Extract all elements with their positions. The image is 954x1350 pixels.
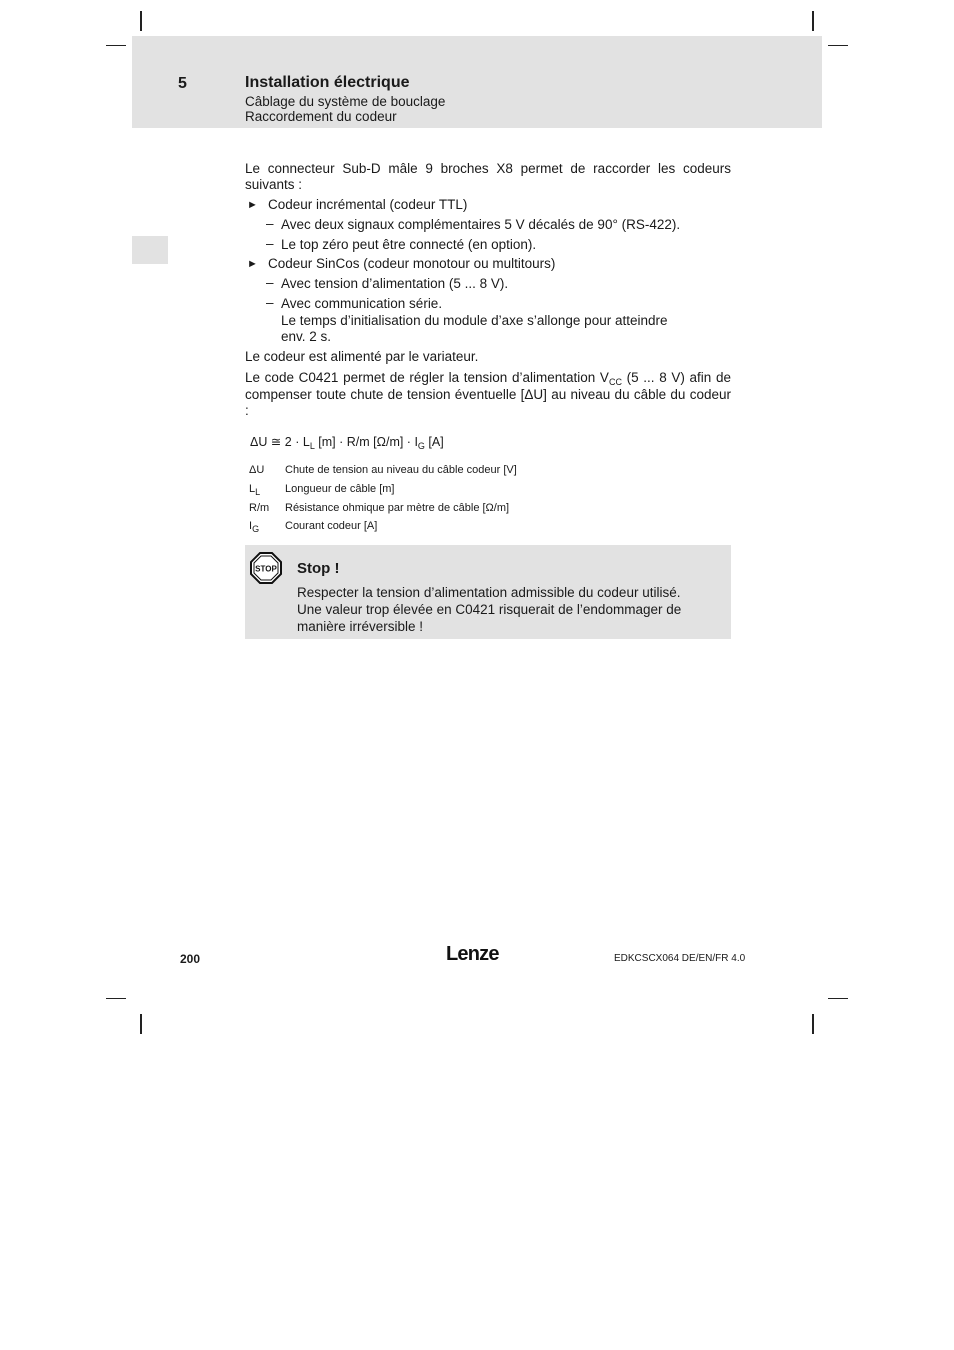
crop-mark	[812, 1014, 814, 1034]
header-band	[132, 36, 822, 128]
stop-text-line: manière irréversible !	[297, 619, 424, 634]
crop-mark	[106, 998, 126, 999]
list-item: Codeur incrémental (codeur TTL)	[268, 197, 468, 212]
list-subitem: Avec tension d’alimentation (5 ... 8 V).	[281, 276, 509, 291]
crop-mark	[140, 11, 142, 31]
legend-description: Résistance ohmique par mètre de câble [Ω/m]	[285, 502, 510, 514]
bullet-arrow-icon: ►	[247, 199, 258, 211]
legend-symbol: $L_L$	[249, 483, 261, 497]
page-number: 200	[180, 952, 201, 966]
list-item: Codeur SinCos (codeur monotour ou multitours)	[268, 256, 556, 271]
bullet-arrow-icon: ►	[247, 258, 258, 270]
legend-symbol: $I_G$	[249, 520, 260, 534]
crop-mark	[828, 998, 848, 999]
legend-description: Courant codeur [A]	[285, 520, 378, 532]
dash-marker: –	[266, 236, 274, 251]
legend-symbol: R/m	[249, 502, 270, 514]
list-subitem-continuation: env. 2 s.	[281, 329, 332, 344]
crop-mark	[812, 11, 814, 31]
intro-paragraph: Le connecteur Sub-D mâle 9 broches X8 permet de raccorder les codeurs suivants :	[245, 161, 731, 192]
stop-text-line: Une valeur trop élevée en C0421 risquerait de l’endommager de	[297, 602, 682, 617]
side-tab	[132, 236, 168, 264]
code-paragraph: Le code C0421 permet de régler la tension d’alimentation $V_{CC}$ (5 ... 8 V) afin de compenser toute chute de tension éventuelle [ΔU] au niveau du câble du codeur :	[245, 370, 731, 418]
crop-mark	[828, 45, 848, 46]
chapter-number: 5	[178, 75, 187, 92]
list-subitem: Avec communication série.	[281, 296, 443, 311]
stop-sign-label: STOP	[255, 564, 277, 574]
stop-sign-icon	[250, 552, 282, 584]
chapter-title: Installation électrique	[245, 74, 410, 91]
crop-mark	[140, 1014, 142, 1034]
document-id: EDKCSCX064 DE/EN/FR 4.0	[614, 953, 746, 964]
legend-symbol: ΔU	[249, 464, 265, 476]
section-subtitle: Raccordement du codeur	[245, 109, 397, 124]
dash-marker: –	[266, 216, 274, 231]
section-subtitle: Câblage du système de bouclage	[245, 94, 446, 109]
legend-description: Longueur de câble [m]	[285, 483, 395, 495]
list-subitem: Le top zéro peut être connecté (en option).	[281, 237, 537, 252]
stop-title: Stop !	[297, 560, 340, 577]
list-subitem: Avec deux signaux complémentaires 5 V décalés de 90° (RS-422).	[281, 217, 681, 232]
dash-marker: –	[266, 295, 274, 310]
stop-text-line: Respecter la tension d’alimentation admissible du codeur utilisé.	[297, 585, 681, 600]
list-subitem-continuation: Le temps d’initialisation du module d’axe s’allonge pour atteindre	[281, 313, 668, 328]
dash-marker: –	[266, 275, 274, 290]
supply-paragraph: Le codeur est alimenté par le variateur.	[245, 349, 479, 364]
lenze-logo: Lenze	[446, 943, 499, 965]
voltage-drop-formula: ΔU ≅ $2 \cdot L_L$ [m] · R/m $[\Omega/m] \cdot I_G$ [A]	[250, 435, 444, 451]
legend-description: Chute de tension au niveau du câble codeur [V]	[285, 464, 517, 476]
crop-mark	[106, 45, 126, 46]
